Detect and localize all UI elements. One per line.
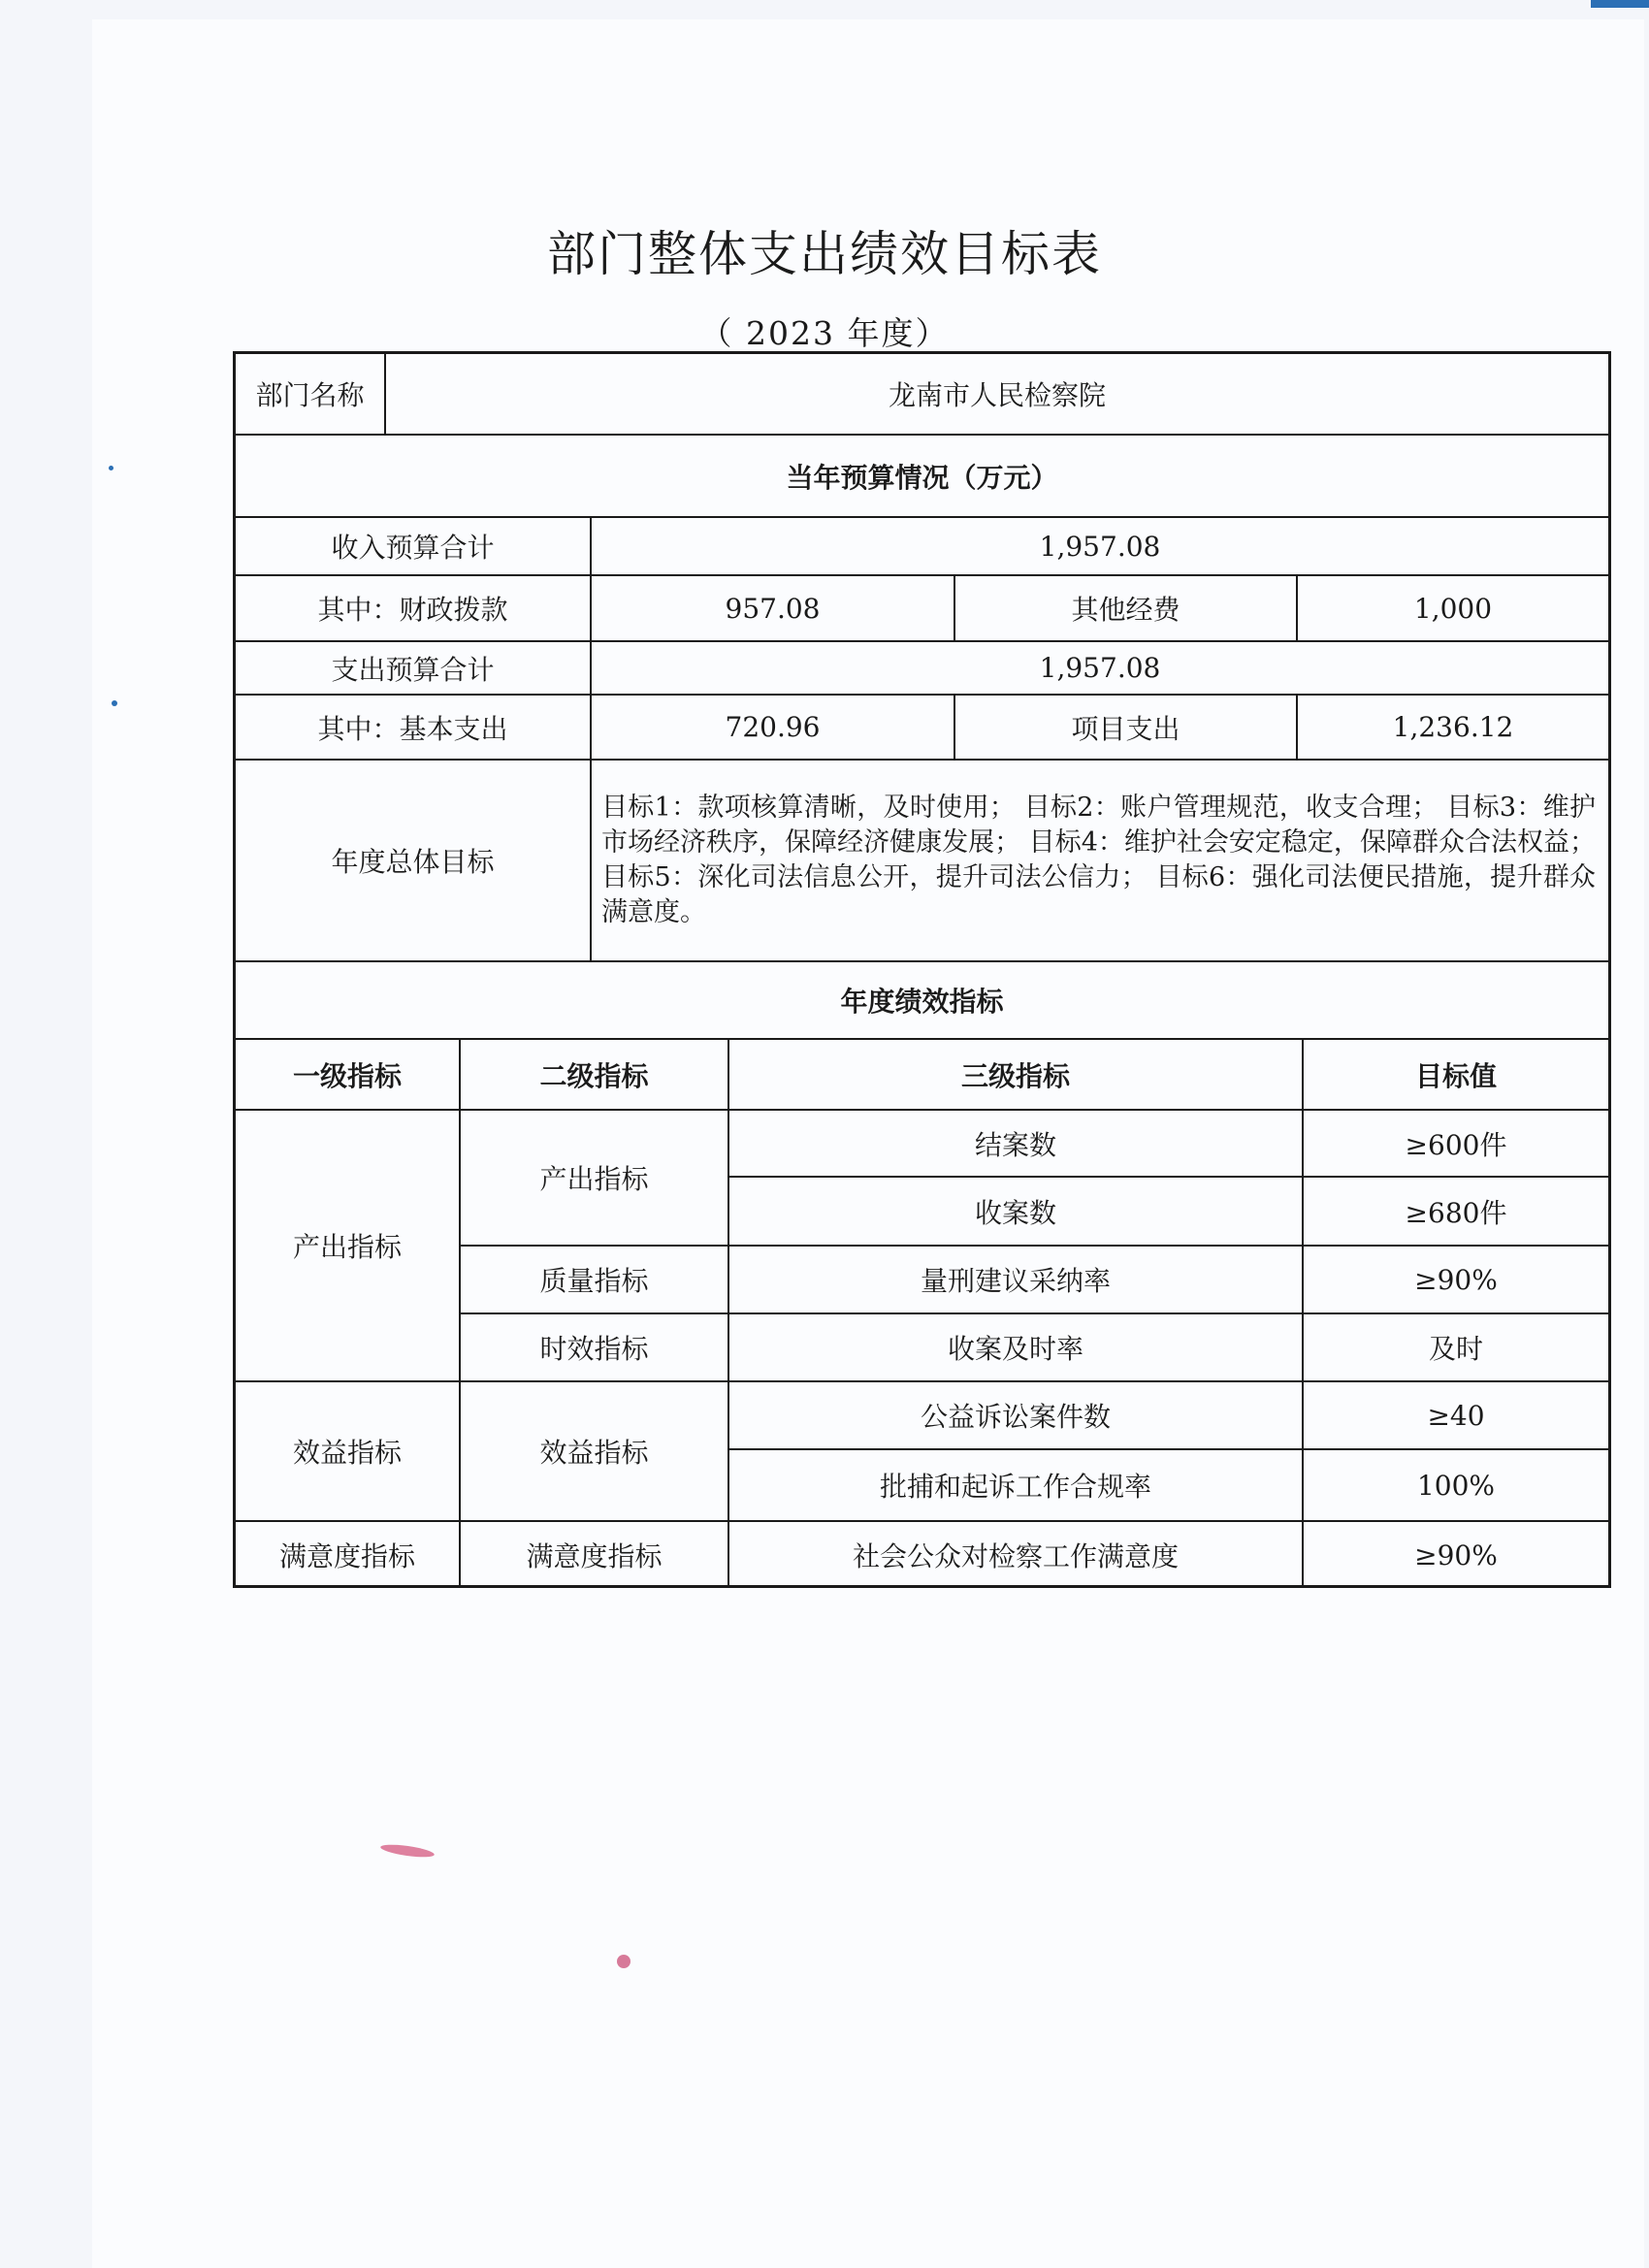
performance-section-title: 年度绩效指标: [840, 986, 1004, 1018]
annual-goal-label: 年度总体目标: [331, 846, 495, 878]
level3-item: 量刑建议采纳率: [920, 1265, 1111, 1297]
target-value: ≥90%: [1414, 1539, 1498, 1571]
level3-item: 社会公众对检察工作满意度: [852, 1540, 1179, 1572]
basic-expense-label: 其中：基本支出: [317, 712, 508, 745]
income-total-label: 收入预算合计: [331, 532, 495, 564]
ink-stain: [617, 1955, 630, 1968]
target-value: ≥600件: [1405, 1128, 1507, 1161]
project-expense-value: 1,236.12: [1392, 711, 1514, 743]
level1-satisfaction: 满意度指标: [278, 1540, 415, 1572]
level3-item: 结案数: [974, 1128, 1056, 1161]
header-level1: 一级指标: [292, 1059, 402, 1092]
level2-quality: 质量指标: [539, 1265, 649, 1297]
budget-section-title: 当年预算情况（万元）: [786, 461, 1058, 494]
other-label: 其他经费: [1071, 594, 1180, 626]
target-value: ≥90%: [1414, 1263, 1498, 1296]
level3-item: 收案数: [974, 1196, 1056, 1229]
project-expense-label: 项目支出: [1071, 712, 1180, 745]
level2-benefit: 效益指标: [539, 1437, 649, 1469]
fiscal-value: 957.08: [725, 592, 821, 625]
scan-speck: [112, 700, 117, 706]
level2-satisfaction: 满意度指标: [526, 1540, 663, 1572]
level1-output: 产出指标: [292, 1231, 402, 1263]
header-level3: 三级指标: [960, 1059, 1070, 1092]
expense-total-label: 支出预算合计: [331, 653, 495, 686]
annual-goal-text: 目标1：款项核算清晰，及时使用； 目标2：账户管理规范，收支合理； 目标3：维护市场经济秩序，保障经济健康发展； 目标4：维护社会安定稳定，保障群众合法权益； 目标5：深化司法信息公开，提升司法公信力； 目标6：强化司法便民措施，提升群众满意度。: [601, 793, 1596, 927]
level1-benefit: 效益指标: [292, 1437, 402, 1469]
income-total-value: 1,957.08: [1039, 530, 1161, 563]
level2-output: 产出指标: [539, 1163, 649, 1195]
level3-item: 公益诉讼案件数: [920, 1401, 1111, 1433]
target-value: ≥680件: [1405, 1196, 1507, 1229]
scan-speck: [109, 466, 113, 470]
fiscal-label: 其中：财政拨款: [317, 594, 508, 626]
department-label: 部门名称: [255, 379, 365, 411]
other-value: 1,000: [1413, 592, 1493, 625]
document-title: 部门整体支出绩效目标表: [547, 226, 1102, 282]
target-value: 100%: [1416, 1469, 1496, 1502]
level3-item: 批捕和起诉工作合规率: [879, 1471, 1151, 1503]
scan-edge: [1591, 0, 1649, 8]
target-value: 及时: [1428, 1333, 1483, 1365]
department-name: 龙南市人民检察院: [888, 379, 1106, 411]
target-value: ≥40: [1427, 1399, 1485, 1432]
header-level2: 二级指标: [539, 1059, 649, 1092]
basic-expense-value: 720.96: [725, 711, 821, 743]
document-year: （ 2023 年度）: [699, 314, 950, 352]
expense-total-value: 1,957.08: [1039, 652, 1161, 684]
header-target: 目标值: [1414, 1059, 1497, 1092]
level2-timeliness: 时效指标: [539, 1333, 649, 1365]
level3-item: 收案及时率: [947, 1333, 1083, 1365]
